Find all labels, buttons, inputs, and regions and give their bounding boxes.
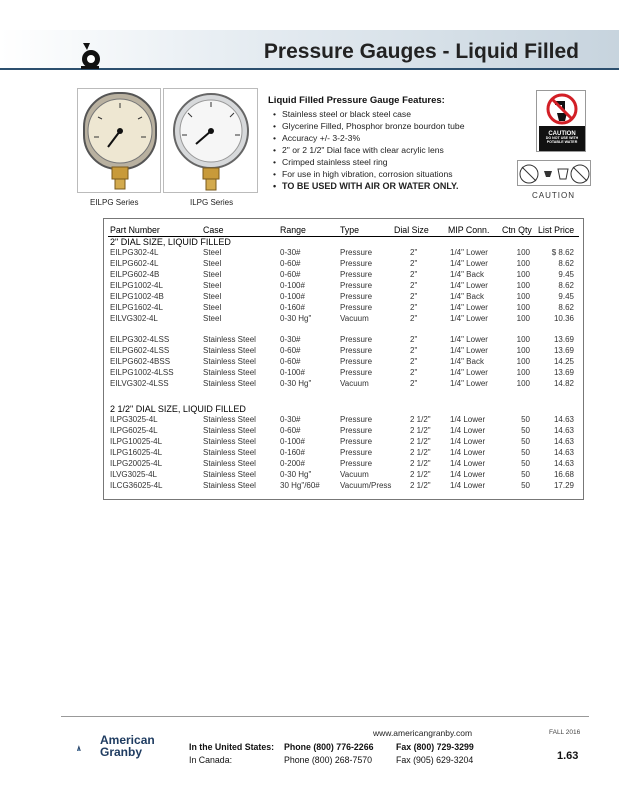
col-header-range: Range: [280, 225, 306, 235]
cell-list-price: 9.45: [558, 292, 574, 301]
cell-range: 0-100#: [280, 292, 305, 301]
cell-dial-size: 2 1/2": [410, 481, 431, 490]
cell-type: Pressure: [340, 426, 373, 435]
col-header-case: Case: [203, 225, 224, 235]
cell-range: 0-60#: [280, 426, 301, 435]
cell-part-number: ILPG16025-4L: [110, 448, 163, 457]
cell-mip-conn: 1/4 Lower: [450, 426, 486, 435]
cell-type: Pressure: [340, 459, 373, 468]
cell-mip-conn: 1/4" Lower: [450, 335, 488, 344]
cell-range: 0-30 Hg": [280, 314, 312, 323]
feature-item: • Stainless steel or black steel case: [268, 108, 518, 120]
section-title: 2 1/2" DIAL SIZE, LIQUID FILLED: [110, 404, 246, 414]
cell-case: Stainless Steel: [203, 426, 256, 435]
cell-part-number: EILVG302-4L: [110, 314, 158, 323]
cell-list-price: 14.63: [553, 426, 574, 435]
cell-dial-size: 2": [410, 379, 418, 388]
cell-ctn-qty: 100: [516, 314, 530, 323]
cell-mip-conn: 1/4" Lower: [450, 281, 488, 290]
cell-ctn-qty: 50: [521, 415, 530, 424]
cell-mip-conn: 1/4" Lower: [450, 259, 488, 268]
cell-mip-conn: 1/4" Back: [450, 357, 484, 366]
col-header-mip-conn: MIP Conn.: [448, 225, 490, 235]
product-image-eilpg: [77, 88, 161, 193]
cell-type: Pressure: [340, 415, 373, 424]
cell-range: 0-200#: [280, 459, 305, 468]
cell-range: 0-30#: [280, 248, 301, 257]
caution-icons-panel: [517, 160, 591, 186]
col-header-part-number: Part Number: [110, 225, 160, 235]
cell-part-number: EILVG302-4LSS: [110, 379, 169, 388]
cell-range: 0-60#: [280, 357, 301, 366]
cell-part-number: EILPG602-4LSS: [110, 346, 170, 355]
cell-dial-size: 2 1/2": [410, 470, 431, 479]
cell-mip-conn: 1/4" Lower: [450, 303, 488, 312]
cell-part-number: EILPG1002-4B: [110, 292, 164, 301]
feature-item: • Glycerine Filled, Phosphor bronze bourdon tube: [268, 120, 518, 132]
cell-part-number: ILPG6025-4L: [110, 426, 158, 435]
cell-dial-size: 2 1/2": [410, 448, 431, 457]
cell-type: Vacuum: [340, 470, 369, 479]
col-header-list-price: List Price: [538, 225, 575, 235]
cell-list-price: 9.45: [558, 270, 574, 279]
cell-range: 0-100#: [280, 437, 305, 446]
cell-part-number: EILPG1002-4LSS: [110, 368, 174, 377]
cell-type: Pressure: [340, 335, 373, 344]
cell-ctn-qty: 100: [516, 368, 530, 377]
features-list: [268, 95, 518, 192]
cell-part-number: EILPG302-4L: [110, 248, 159, 257]
cell-part-number: EILPG602-4L: [110, 259, 159, 268]
cell-type: Pressure: [340, 248, 373, 257]
cell-ctn-qty: 100: [516, 248, 530, 257]
cell-ctn-qty: 50: [521, 437, 530, 446]
cell-ctn-qty: 50: [521, 470, 530, 479]
cell-range: 0-30#: [280, 415, 301, 424]
cell-mip-conn: 1/4" Back: [450, 270, 484, 279]
cell-range: 0-30 Hg": [280, 379, 312, 388]
sign-text: DO NOT USE WITH POTABLE WATER: [545, 136, 579, 145]
image-caption-eilpg: EILPG Series: [90, 198, 139, 207]
price-table: [103, 218, 584, 500]
cell-ctn-qty: 50: [521, 448, 530, 457]
cell-type: Pressure: [340, 281, 373, 290]
image-caption-ilpg: ILPG Series: [190, 198, 234, 207]
cell-ctn-qty: 50: [521, 426, 530, 435]
cell-case: Stainless Steel: [203, 470, 256, 479]
cell-type: Vacuum: [340, 379, 369, 388]
cell-range: 0-60#: [280, 346, 301, 355]
cell-list-price: 13.69: [553, 335, 574, 344]
cell-list-price: 17.29: [553, 481, 574, 490]
cell-dial-size: 2": [410, 357, 418, 366]
cell-ctn-qty: 50: [521, 481, 530, 490]
cell-part-number: ILCG36025-4L: [110, 481, 163, 490]
cell-ctn-qty: 100: [516, 346, 530, 355]
cell-part-number: EILPG1002-4L: [110, 281, 163, 290]
cell-case: Stainless Steel: [203, 448, 256, 457]
cell-dial-size: 2": [410, 314, 418, 323]
cell-range: 0-60#: [280, 259, 301, 268]
cell-case: Stainless Steel: [203, 415, 256, 424]
cell-ctn-qty: 100: [516, 379, 530, 388]
cell-part-number: EILPG602-4B: [110, 270, 160, 279]
cell-ctn-qty: 100: [516, 292, 530, 301]
cell-type: Pressure: [340, 437, 373, 446]
cell-case: Steel: [203, 259, 222, 268]
cell-mip-conn: 1/4 Lower: [450, 481, 486, 490]
feature-item: • For use in high vibration, corrosion situations: [268, 168, 518, 180]
footer-rule: [61, 716, 589, 717]
cell-dial-size: 2": [410, 281, 418, 290]
cell-list-price: 16.68: [553, 470, 574, 479]
cell-range: 30 Hg"/60#: [280, 481, 320, 490]
cell-ctn-qty: 100: [516, 281, 530, 290]
cell-ctn-qty: 100: [516, 259, 530, 268]
cell-ctn-qty: 100: [516, 357, 530, 366]
cell-part-number: EILPG1602-4L: [110, 303, 163, 312]
cell-list-price: 14.63: [553, 415, 574, 424]
cell-list-price: $ 8.62: [551, 248, 574, 257]
cell-type: Vacuum: [340, 314, 369, 323]
product-image-ilpg: [163, 88, 258, 193]
cell-dial-size: 2 1/2": [410, 415, 431, 424]
page-number: 1.63: [557, 750, 579, 762]
cell-dial-size: 2 1/2": [410, 437, 431, 446]
cell-mip-conn: 1/4" Lower: [450, 346, 488, 355]
cell-list-price: 14.25: [553, 357, 574, 366]
cell-mip-conn: 1/4 Lower: [450, 415, 486, 424]
us-phone: Phone (800) 776-2266: [284, 742, 374, 752]
cell-case: Stainless Steel: [203, 335, 256, 344]
cell-list-price: 8.62: [558, 303, 574, 312]
cell-mip-conn: 1/4" Lower: [450, 379, 488, 388]
cell-ctn-qty: 100: [516, 335, 530, 344]
cell-list-price: 8.62: [558, 259, 574, 268]
cell-dial-size: 2": [410, 303, 418, 312]
sign-title: CAUTION: [548, 131, 576, 137]
cell-case: Stainless Steel: [203, 368, 256, 377]
no-potable-water-sign: [536, 90, 586, 152]
ca-phone: Phone (800) 268-7570: [284, 755, 373, 765]
cell-range: 0-100#: [280, 368, 305, 377]
cell-range: 0-160#: [280, 448, 305, 457]
cell-dial-size: 2": [410, 248, 418, 257]
cell-case: Steel: [203, 248, 222, 257]
cell-range: 0-100#: [280, 281, 305, 290]
cell-ctn-qty: 100: [516, 303, 530, 312]
cell-case: Stainless Steel: [203, 459, 256, 468]
brand-logo-icon: [78, 40, 102, 72]
cell-ctn-qty: 100: [516, 270, 530, 279]
caution-label: CAUTION: [532, 191, 575, 200]
cell-part-number: ILPG20025-4L: [110, 459, 163, 468]
website-url[interactable]: www.americangranby.com: [373, 728, 473, 738]
cell-dial-size: 2": [410, 335, 418, 344]
cell-type: Vacuum/Press: [340, 481, 392, 490]
col-header-ctn-qty: Ctn Qty: [502, 225, 532, 235]
cell-list-price: 13.69: [553, 368, 574, 377]
cell-type: Pressure: [340, 368, 373, 377]
cell-type: Pressure: [340, 303, 373, 312]
brand-wordmark: [100, 734, 155, 758]
cell-range: 0-30#: [280, 335, 301, 344]
cell-ctn-qty: 50: [521, 459, 530, 468]
cell-mip-conn: 1/4 Lower: [450, 470, 486, 479]
cell-part-number: ILPG3025-4L: [110, 415, 158, 424]
cell-case: Steel: [203, 303, 222, 312]
edition-label: FALL 2016: [549, 729, 581, 736]
cell-case: Stainless Steel: [203, 379, 256, 388]
cell-mip-conn: 1/4" Back: [450, 292, 484, 301]
cell-part-number: ILVG3025-4L: [110, 470, 157, 479]
cell-type: Pressure: [340, 346, 373, 355]
cell-range: 0-160#: [280, 303, 305, 312]
cell-case: Stainless Steel: [203, 481, 256, 490]
cell-dial-size: 2": [410, 368, 418, 377]
cell-part-number: ILPG10025-4L: [110, 437, 163, 446]
cell-mip-conn: 1/4 Lower: [450, 459, 486, 468]
cell-mip-conn: 1/4" Lower: [450, 368, 488, 377]
cell-case: Stainless Steel: [203, 346, 256, 355]
cell-case: Steel: [203, 292, 222, 301]
col-header-dial-size: Dial Size: [394, 225, 429, 235]
cell-case: Steel: [203, 281, 222, 290]
feature-item: • 2" or 2 1/2" Dial face with clear acrylic lens: [268, 144, 518, 156]
feature-item: • Accuracy +/- 3-2-3%: [268, 132, 518, 144]
cell-mip-conn: 1/4 Lower: [450, 448, 486, 457]
cell-type: Pressure: [340, 259, 373, 268]
cell-part-number: EILPG602-4BSS: [110, 357, 171, 366]
cell-dial-size: 2": [410, 346, 418, 355]
section-title: 2" DIAL SIZE, LIQUID FILLED: [110, 237, 231, 247]
cell-case: Steel: [203, 314, 222, 323]
cell-mip-conn: 1/4" Lower: [450, 248, 488, 257]
feature-item: • Crimped stainless steel ring: [268, 156, 518, 168]
cell-list-price: 14.82: [553, 379, 574, 388]
cell-list-price: 8.62: [558, 281, 574, 290]
cell-dial-size: 2": [410, 292, 418, 301]
cell-case: Stainless Steel: [203, 437, 256, 446]
american-granby-logo-icon: [76, 732, 100, 764]
cell-list-price: 14.63: [553, 459, 574, 468]
cell-dial-size: 2 1/2": [410, 426, 431, 435]
cell-mip-conn: 1/4 Lower: [450, 437, 486, 446]
feature-item-warning: • TO BE USED WITH AIR OR WATER ONLY.: [268, 180, 518, 192]
page-title: Pressure Gauges - Liquid Filled: [263, 40, 579, 63]
us-fax: Fax (800) 729-3299: [396, 742, 474, 752]
cell-range: 0-30 Hg": [280, 470, 312, 479]
cell-dial-size: 2 1/2": [410, 459, 431, 468]
cell-type: Pressure: [340, 292, 373, 301]
cell-type: Pressure: [340, 357, 373, 366]
ca-fax: Fax (905) 629-3204: [396, 755, 474, 765]
cell-range: 0-60#: [280, 270, 301, 279]
cell-list-price: 13.69: [553, 346, 574, 355]
brand-line-2: Granby: [100, 745, 143, 759]
cell-list-price: 14.63: [553, 437, 574, 446]
us-label: In the United States:: [189, 742, 275, 752]
col-header-type: Type: [340, 225, 360, 235]
cell-type: Pressure: [340, 448, 373, 457]
cell-case: Steel: [203, 270, 222, 279]
brand-line-1: American: [100, 733, 155, 747]
ca-label: In Canada:: [189, 755, 233, 765]
cell-case: Stainless Steel: [203, 357, 256, 366]
features-title: Liquid Filled Pressure Gauge Features:: [268, 95, 445, 106]
cell-part-number: EILPG302-4LSS: [110, 335, 170, 344]
cell-list-price: 10.36: [553, 314, 574, 323]
cell-mip-conn: 1/4" Lower: [450, 314, 488, 323]
cell-dial-size: 2": [410, 270, 418, 279]
cell-type: Pressure: [340, 270, 373, 279]
cell-list-price: 14.63: [553, 448, 574, 457]
cell-dial-size: 2": [410, 259, 418, 268]
